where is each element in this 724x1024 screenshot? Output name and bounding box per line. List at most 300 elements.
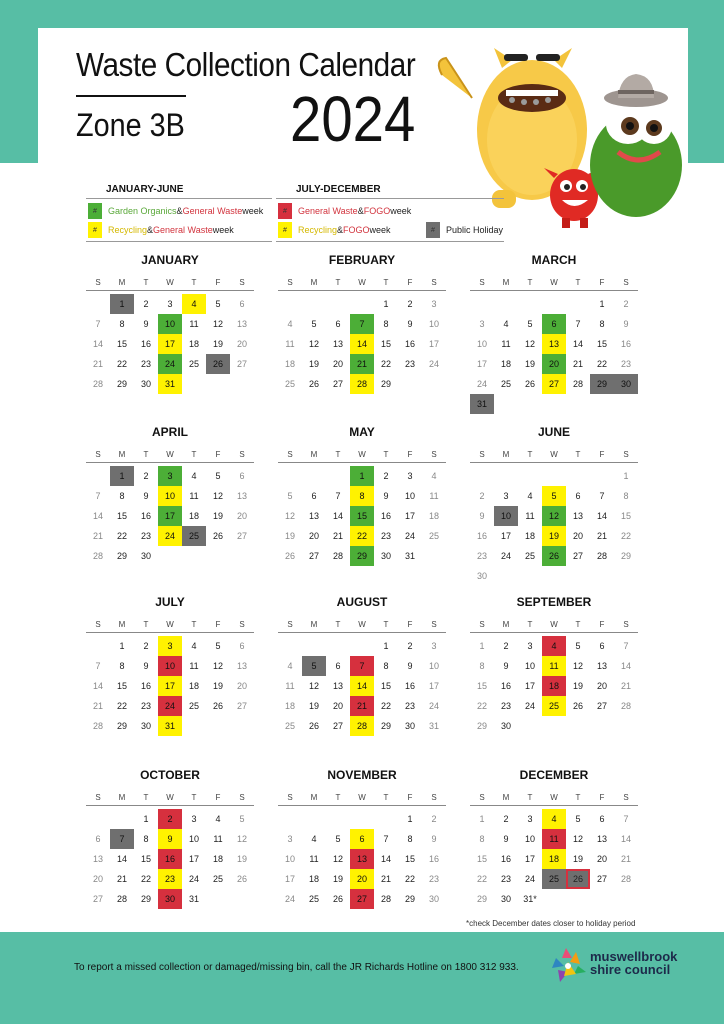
weekday-label: S bbox=[287, 450, 293, 459]
empty-cell bbox=[326, 294, 350, 314]
day-grid bbox=[470, 636, 638, 736]
day-cell: 9 bbox=[503, 834, 509, 844]
month-october bbox=[86, 767, 254, 909]
day-cell: 26 bbox=[308, 379, 319, 389]
weekday-label: F bbox=[215, 620, 221, 629]
day-cell: 20 bbox=[92, 874, 103, 884]
legend-row-yellow-fogo bbox=[278, 221, 391, 239]
empty-cell bbox=[302, 294, 326, 314]
weekday-label: F bbox=[407, 793, 413, 802]
day-cell: 11 bbox=[309, 854, 319, 864]
day-cell: 7 bbox=[95, 491, 101, 501]
weekday-label: S bbox=[95, 793, 101, 802]
day-cell: 20 bbox=[596, 854, 607, 864]
weekday-label: S bbox=[95, 278, 101, 287]
day-cell: 10 bbox=[158, 486, 182, 506]
day-cell: 2 bbox=[383, 471, 389, 481]
day-cell: 24 bbox=[158, 696, 182, 716]
day-cell: 9 bbox=[143, 661, 149, 671]
day-cell: 1 bbox=[350, 466, 374, 486]
day-cell: 30 bbox=[140, 551, 151, 561]
day-cell: 22 bbox=[380, 359, 391, 369]
day-cell: 24 bbox=[428, 359, 439, 369]
empty-cell bbox=[494, 466, 518, 486]
day-cell: 21 bbox=[572, 359, 583, 369]
day-cell: 28 bbox=[572, 379, 583, 389]
empty-cell bbox=[302, 636, 326, 656]
weekday-label: F bbox=[407, 620, 413, 629]
weekday-label: T bbox=[383, 278, 389, 287]
day-cell: 21 bbox=[350, 354, 374, 374]
empty-cell bbox=[326, 466, 350, 486]
day-cell: 17 bbox=[428, 681, 439, 691]
weekday-label: S bbox=[479, 620, 485, 629]
legend-text: Public Holiday bbox=[446, 225, 504, 235]
month-name: NOVEMBER bbox=[327, 768, 397, 782]
day-cell: 18 bbox=[188, 511, 199, 521]
day-grid bbox=[86, 636, 254, 736]
day-cell: 21 bbox=[620, 681, 631, 691]
day-cell: 13 bbox=[92, 854, 103, 864]
day-cell: 11 bbox=[525, 511, 535, 521]
day-cell: 5 bbox=[311, 319, 317, 329]
day-cell: 5 bbox=[287, 491, 293, 501]
legend-text: Garden Organics bbox=[108, 206, 177, 216]
weekday-label: T bbox=[383, 620, 389, 629]
legend-heading-jul-dec: JULY-DECEMBER bbox=[296, 184, 381, 195]
day-cell: 7 bbox=[623, 814, 629, 824]
day-cell: 23 bbox=[428, 874, 439, 884]
day-cell: 4 bbox=[287, 661, 293, 671]
month-name: JANUARY bbox=[141, 253, 199, 267]
legend-text: Recycling bbox=[298, 225, 338, 235]
day-cell: 24 bbox=[524, 874, 535, 884]
empty-cell bbox=[326, 636, 350, 656]
month-september bbox=[470, 594, 638, 736]
council-logo-text bbox=[590, 950, 677, 976]
weekday-header bbox=[86, 276, 254, 291]
month-name: FEBRUARY bbox=[328, 253, 396, 267]
day-cell: 14 bbox=[596, 511, 607, 521]
weekday-label: M bbox=[118, 278, 126, 287]
day-cell: 24 bbox=[284, 894, 295, 904]
day-cell: 21 bbox=[596, 531, 607, 541]
weekday-header bbox=[470, 448, 638, 463]
day-cell: 29 bbox=[116, 551, 127, 561]
legend-text: week bbox=[242, 206, 264, 216]
legend-text: & bbox=[147, 225, 154, 235]
empty-cell bbox=[302, 809, 326, 829]
day-cell: 28 bbox=[92, 379, 103, 389]
day-cell: 13 bbox=[332, 339, 343, 349]
day-cell: 29 bbox=[116, 721, 127, 731]
day-cell: 5 bbox=[575, 641, 581, 651]
weekday-label: W bbox=[550, 450, 558, 459]
day-cell: 18 bbox=[524, 531, 535, 541]
weekday-label: M bbox=[310, 620, 318, 629]
day-cell: 17 bbox=[524, 681, 535, 691]
weekday-label: T bbox=[335, 450, 341, 459]
day-cell: 19 bbox=[542, 526, 566, 546]
weekday-label: S bbox=[287, 278, 293, 287]
day-cell: 22 bbox=[116, 531, 127, 541]
day-cell: 24 bbox=[404, 531, 415, 541]
day-cell: 25 bbox=[308, 894, 319, 904]
day-cell: 24 bbox=[524, 701, 535, 711]
day-cell: 4 bbox=[182, 294, 206, 314]
weekday-label: T bbox=[191, 620, 197, 629]
day-cell: 13 bbox=[542, 334, 566, 354]
weekday-label: T bbox=[191, 278, 197, 287]
legend-divider bbox=[86, 241, 272, 242]
day-cell: 27 bbox=[596, 874, 607, 884]
day-cell: 1 bbox=[479, 641, 485, 651]
legend-text: & bbox=[176, 206, 183, 216]
empty-cell bbox=[566, 466, 590, 486]
day-grid bbox=[278, 636, 446, 736]
day-cell: 10 bbox=[524, 661, 535, 671]
weekday-label: T bbox=[575, 620, 581, 629]
empty-cell bbox=[590, 466, 614, 486]
weekday-label: F bbox=[599, 793, 605, 802]
empty-cell bbox=[566, 294, 590, 314]
weekday-label: F bbox=[599, 620, 605, 629]
day-cell: 10 bbox=[476, 339, 487, 349]
day-cell: 28 bbox=[380, 894, 391, 904]
day-cell: 13 bbox=[596, 834, 607, 844]
day-cell: 18 bbox=[188, 681, 199, 691]
day-cell: 3 bbox=[503, 491, 509, 501]
weekday-header bbox=[470, 618, 638, 633]
day-cell: 21 bbox=[116, 874, 127, 884]
weekday-label: M bbox=[502, 620, 510, 629]
weekday-label: T bbox=[143, 450, 149, 459]
weekday-label: T bbox=[383, 450, 389, 459]
day-cell: 18 bbox=[284, 359, 295, 369]
legend-text: General Waste bbox=[182, 206, 243, 216]
day-cell: 30 bbox=[140, 721, 151, 731]
day-cell: 25 bbox=[542, 696, 566, 716]
day-cell: 1 bbox=[119, 641, 125, 651]
day-cell: 7 bbox=[110, 829, 134, 849]
weekday-label: F bbox=[407, 278, 413, 287]
day-cell: 10 bbox=[158, 314, 182, 334]
day-cell: 13 bbox=[236, 491, 247, 501]
month-may bbox=[278, 424, 446, 566]
day-grid bbox=[470, 809, 638, 909]
day-cell: 25 bbox=[182, 526, 206, 546]
day-cell: 20 bbox=[572, 531, 583, 541]
day-cell: 22 bbox=[350, 526, 374, 546]
weekday-label: S bbox=[239, 450, 245, 459]
day-cell: 5 bbox=[215, 641, 221, 651]
weekday-header bbox=[86, 448, 254, 463]
day-cell: 7 bbox=[95, 319, 101, 329]
day-cell: 18 bbox=[500, 359, 511, 369]
day-cell: 2 bbox=[503, 641, 509, 651]
weekday-label: F bbox=[407, 450, 413, 459]
day-grid bbox=[470, 294, 638, 414]
logo-line-2: shire council bbox=[590, 962, 671, 977]
legend-text: week bbox=[369, 225, 391, 235]
weekday-label: W bbox=[166, 793, 174, 802]
weekday-label: S bbox=[623, 450, 629, 459]
day-cell: 7 bbox=[575, 319, 581, 329]
day-cell: 3 bbox=[158, 466, 182, 486]
day-cell: 4 bbox=[311, 834, 317, 844]
empty-cell bbox=[350, 809, 374, 829]
day-cell: 29 bbox=[476, 721, 487, 731]
day-cell: 26 bbox=[212, 531, 223, 541]
empty-cell bbox=[278, 636, 302, 656]
empty-cell bbox=[350, 636, 374, 656]
day-grid bbox=[470, 466, 638, 586]
day-cell: 7 bbox=[383, 834, 389, 844]
day-cell: 5 bbox=[335, 834, 341, 844]
weekday-label: T bbox=[143, 793, 149, 802]
hotline-text: To report a missed collection or damaged/missing bin, call the JR Richards Hotline on 1800 312 933. bbox=[74, 962, 519, 973]
day-cell: 15 bbox=[476, 681, 487, 691]
day-cell: 20 bbox=[236, 511, 247, 521]
day-cell: 24 bbox=[188, 874, 199, 884]
day-cell: 10 bbox=[428, 319, 439, 329]
day-cell: 27 bbox=[308, 551, 319, 561]
day-cell: 9 bbox=[479, 511, 485, 521]
day-cell: 22 bbox=[116, 701, 127, 711]
day-cell: 11 bbox=[542, 829, 566, 849]
day-cell: 24 bbox=[476, 379, 487, 389]
day-cell: 5 bbox=[215, 299, 221, 309]
day-cell: 2 bbox=[479, 491, 485, 501]
logo-line-1: muswellbrook bbox=[590, 949, 678, 964]
day-cell: 9 bbox=[383, 491, 389, 501]
day-cell: 31 bbox=[158, 716, 182, 736]
day-cell: 26 bbox=[332, 894, 343, 904]
day-cell: 18 bbox=[188, 339, 199, 349]
legend-swatch-yellow: # bbox=[278, 222, 292, 238]
day-cell: 5 bbox=[575, 814, 581, 824]
day-cell: 1 bbox=[110, 294, 134, 314]
empty-cell bbox=[470, 294, 494, 314]
day-cell: 29 bbox=[590, 374, 614, 394]
weekday-label: S bbox=[95, 450, 101, 459]
day-cell: 30 bbox=[428, 894, 439, 904]
day-cell: 31 bbox=[404, 551, 415, 561]
day-cell: 3 bbox=[527, 641, 533, 651]
day-cell: 29 bbox=[116, 379, 127, 389]
day-cell: 12 bbox=[308, 681, 319, 691]
day-cell: 23 bbox=[500, 874, 511, 884]
day-cell: 2 bbox=[407, 299, 413, 309]
weekday-header bbox=[470, 791, 638, 806]
day-cell: 19 bbox=[212, 511, 223, 521]
day-cell: 15 bbox=[116, 511, 127, 521]
weekday-label: M bbox=[118, 450, 126, 459]
day-cell: 11 bbox=[189, 661, 199, 671]
day-cell: 1 bbox=[110, 466, 134, 486]
weekday-label: M bbox=[502, 793, 510, 802]
weekday-label: W bbox=[166, 620, 174, 629]
zone-label: Zone 3B bbox=[76, 107, 185, 143]
legend-row-green bbox=[88, 202, 263, 220]
day-cell: 30 bbox=[140, 379, 151, 389]
day-cell: 15 bbox=[380, 339, 391, 349]
day-cell: 18 bbox=[542, 676, 566, 696]
day-cell: 21 bbox=[92, 701, 103, 711]
day-cell: 13 bbox=[572, 511, 583, 521]
day-cell: 25 bbox=[542, 869, 566, 889]
weekday-label: T bbox=[335, 620, 341, 629]
day-cell: 19 bbox=[212, 339, 223, 349]
day-cell: 26 bbox=[284, 551, 295, 561]
day-cell: 6 bbox=[239, 299, 245, 309]
day-cell: 15 bbox=[476, 854, 487, 864]
legend-text: & bbox=[337, 225, 344, 235]
day-cell: 20 bbox=[542, 354, 566, 374]
day-cell: 10 bbox=[188, 834, 199, 844]
day-cell: 1 bbox=[407, 814, 413, 824]
day-cell: 15 bbox=[116, 681, 127, 691]
day-cell: 16 bbox=[500, 681, 511, 691]
day-cell: 2 bbox=[143, 641, 149, 651]
day-cell: 18 bbox=[428, 511, 439, 521]
day-cell: 17 bbox=[158, 506, 182, 526]
day-cell: 19 bbox=[524, 359, 535, 369]
weekday-header bbox=[278, 276, 446, 291]
day-cell: 22 bbox=[476, 701, 487, 711]
day-cell: 25 bbox=[284, 721, 295, 731]
empty-cell bbox=[494, 294, 518, 314]
weekday-label: T bbox=[527, 620, 533, 629]
day-cell: 7 bbox=[599, 491, 605, 501]
empty-cell bbox=[326, 809, 350, 829]
month-name: JUNE bbox=[537, 425, 570, 439]
day-cell: 10 bbox=[404, 491, 415, 501]
day-cell: 18 bbox=[308, 874, 319, 884]
day-cell: 3 bbox=[287, 834, 293, 844]
day-cell: 23 bbox=[476, 551, 487, 561]
empty-cell bbox=[86, 636, 110, 656]
day-cell: 6 bbox=[311, 491, 317, 501]
day-cell: 11 bbox=[501, 339, 511, 349]
weekday-label: S bbox=[623, 278, 629, 287]
legend-divider bbox=[276, 241, 504, 242]
day-cell: 22 bbox=[380, 701, 391, 711]
day-cell: 19 bbox=[284, 531, 295, 541]
day-cell: 16 bbox=[140, 511, 151, 521]
day-cell: 26 bbox=[572, 701, 583, 711]
day-cell: 23 bbox=[620, 359, 631, 369]
day-cell: 28 bbox=[596, 551, 607, 561]
day-cell: 12 bbox=[212, 661, 223, 671]
day-cell: 16 bbox=[140, 339, 151, 349]
weekday-label: T bbox=[383, 793, 389, 802]
weekday-label: S bbox=[431, 278, 437, 287]
day-cell: 26 bbox=[308, 721, 319, 731]
weekday-label: S bbox=[431, 450, 437, 459]
day-cell: 14 bbox=[350, 334, 374, 354]
day-cell: 23 bbox=[140, 701, 151, 711]
day-cell: 23 bbox=[500, 701, 511, 711]
day-cell: 11 bbox=[189, 319, 199, 329]
day-cell: 14 bbox=[116, 854, 127, 864]
weekday-label: F bbox=[215, 793, 221, 802]
day-cell: 7 bbox=[350, 656, 374, 676]
day-cell: 26 bbox=[566, 869, 590, 889]
empty-cell bbox=[374, 809, 398, 829]
day-cell: 29 bbox=[404, 894, 415, 904]
day-cell: 14 bbox=[92, 511, 103, 521]
day-cell: 17 bbox=[524, 854, 535, 864]
day-cell: 22 bbox=[596, 359, 607, 369]
weekday-label: M bbox=[118, 620, 126, 629]
year-label: 2024 bbox=[290, 83, 416, 155]
day-cell: 25 bbox=[212, 874, 223, 884]
day-cell: 31 bbox=[158, 374, 182, 394]
day-cell: 27 bbox=[596, 701, 607, 711]
day-grid bbox=[278, 809, 446, 909]
day-cell: 1 bbox=[623, 471, 629, 481]
day-cell: 6 bbox=[350, 829, 374, 849]
month-august bbox=[278, 594, 446, 736]
day-cell: 23 bbox=[404, 701, 415, 711]
day-grid bbox=[86, 466, 254, 566]
day-cell: 8 bbox=[479, 661, 485, 671]
legend-row-holiday bbox=[426, 221, 503, 239]
day-cell: 1 bbox=[143, 814, 149, 824]
day-cell: 13 bbox=[332, 681, 343, 691]
weekday-label: S bbox=[623, 620, 629, 629]
day-cell: 9 bbox=[407, 661, 413, 671]
day-cell: 12 bbox=[542, 506, 566, 526]
weekday-label: W bbox=[166, 450, 174, 459]
day-cell: 29 bbox=[476, 894, 487, 904]
day-cell: 16 bbox=[476, 531, 487, 541]
day-cell: 14 bbox=[572, 339, 583, 349]
day-cell: 14 bbox=[350, 676, 374, 696]
weekday-label: T bbox=[575, 278, 581, 287]
day-cell: 6 bbox=[599, 641, 605, 651]
month-march bbox=[470, 252, 638, 414]
legend-text: Recycling bbox=[108, 225, 148, 235]
day-cell: 17 bbox=[404, 511, 415, 521]
day-cell: 30 bbox=[500, 894, 511, 904]
day-cell: 4 bbox=[431, 471, 437, 481]
day-cell: 2 bbox=[143, 471, 149, 481]
empty-cell bbox=[518, 466, 542, 486]
legend-divider bbox=[86, 198, 272, 199]
day-cell: 2 bbox=[623, 299, 629, 309]
month-name: JULY bbox=[155, 595, 185, 609]
day-cell: 15 bbox=[596, 339, 607, 349]
empty-cell bbox=[278, 294, 302, 314]
weekday-label: M bbox=[118, 793, 126, 802]
day-cell: 8 bbox=[383, 661, 389, 671]
day-cell: 16 bbox=[404, 681, 415, 691]
day-cell: 28 bbox=[116, 894, 127, 904]
day-cell: 15 bbox=[140, 854, 151, 864]
day-cell: 27 bbox=[542, 374, 566, 394]
day-cell: 26 bbox=[212, 701, 223, 711]
day-cell: 9 bbox=[407, 319, 413, 329]
day-cell: 5 bbox=[215, 471, 221, 481]
day-cell: 20 bbox=[308, 531, 319, 541]
day-cell: 10 bbox=[284, 854, 295, 864]
empty-cell bbox=[110, 809, 134, 829]
day-cell: 7 bbox=[623, 641, 629, 651]
day-cell: 22 bbox=[476, 874, 487, 884]
day-cell: 3 bbox=[407, 471, 413, 481]
